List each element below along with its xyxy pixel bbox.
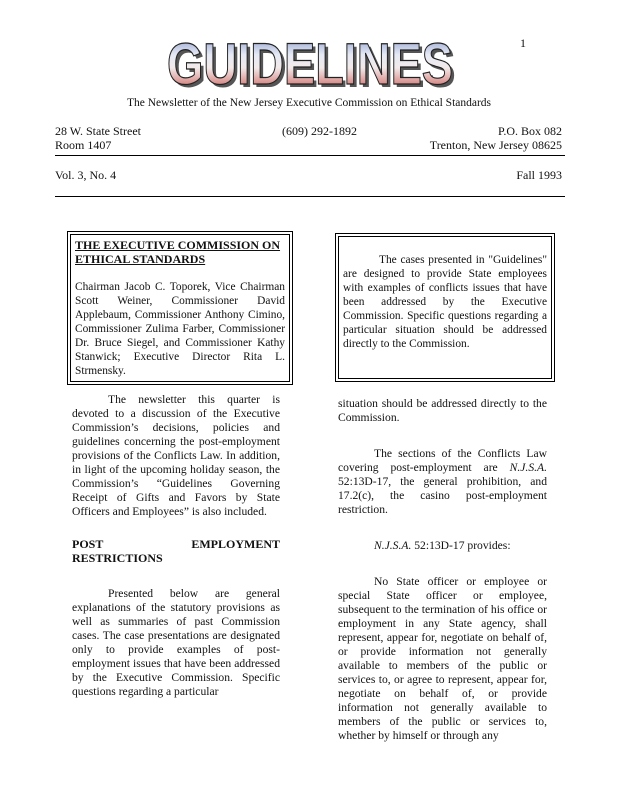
sections-paragraph [338,447,547,517]
right-column [338,397,547,743]
sections-citation: N.J.S.A. [509,461,547,474]
intro-paragraph: The newsletter this quarter is devoted to a discussion of the Executive Commission’s decisions, policies and guidelines concerning the post-employment provisions of the Conflicts Law. In addition, in light of the upcoming holiday season, the Commission’s “Guidelines Governing Receipt of Gifts and Favors by State Officers and Employees” is also included. [72,393,280,518]
sections-text-a: The sections of the Conflicts Law covering post-employment are [338,447,547,474]
provides-citation: N.J.S.A. [374,539,412,552]
issue-divider [55,196,565,197]
guidelines-notice-text: The cases presented in "Guidelines" are designed to provide State employees with examples of conflicts issues that have been addressed by the Executive Commission. Specific questions regarding a particular situation should be addressed directly to the Commission. [343,254,547,350]
street-address: 28 W. State Street [55,124,141,138]
commission-box [67,231,293,385]
room-number: Room 1407 [55,138,112,152]
volume-number: Vol. 3, No. 4 [55,168,117,182]
issue-line [55,168,562,183]
provides-text: 52:13D-17 provides: [411,539,511,552]
guidelines-logo [160,28,460,96]
left-column [72,393,280,699]
phone-number: (609) 292-1892 [281,124,357,138]
sections-text-b: 52:13D-17, the general prohibition, and 17.2(c), the casino post-employment restriction. [338,475,547,516]
section-heading-line1: POST EMPLOYMENT [72,537,280,551]
svg-text:GUIDELINES: GUIDELINES [167,32,453,96]
section-body-paragraph: Presented below are general explanations of the statutory provisions as well as summaries of past Commission cases. The case presentations are designated only to provide examples of post-employment issues that have been addressed by the Executive Commission. Specific questions regarding a particular [72,587,280,698]
continued-paragraph: situation should be addressed directly to the Commission. [338,397,547,424]
address-block [55,124,562,152]
guidelines-notice-box [335,233,555,382]
svg-text:GUIDELINES: GUIDELINES [170,35,456,96]
header-divider [55,155,565,156]
provides-line [338,539,547,553]
po-box: P.O. Box 082 [497,124,562,138]
commission-members: Chairman Jacob C. Toporek, Vice Chairman Scott Weiner, Commissioner David Applebaum, Commissioner Anthony Cimino, Commissioner Zulima Farber, Commissioner Dr. Bruce Siegel, and Commissioner Kathy Stanwick; Executive Director Rita L. Strmensky. [75,281,285,377]
city-state-zip: Trenton, New Jersey 08625 [429,138,562,152]
commission-box-title: THE EXECUTIVE COMMISSION ON ETHICAL STANDARDS [75,238,281,266]
newsletter-subtitle: The Newsletter of the New Jersey Executive Commission on Ethical Standards [126,97,492,109]
statute-quote: No State officer or employee or special State officer or employee, subsequent to the termination of his office or employment in any State agency, shall represent, appear for, negotiate on behalf of, or provide information not generally available to members of the public or services to, or agree to represent, appear for, negotiate on behalf of, or provide information not generally available to members of the public or services to, whether by himself or through any [338,575,547,742]
page-number: 1 [520,36,526,50]
issue-season: Fall 1993 [516,168,562,182]
section-heading-line2: RESTRICTIONS [72,551,163,565]
